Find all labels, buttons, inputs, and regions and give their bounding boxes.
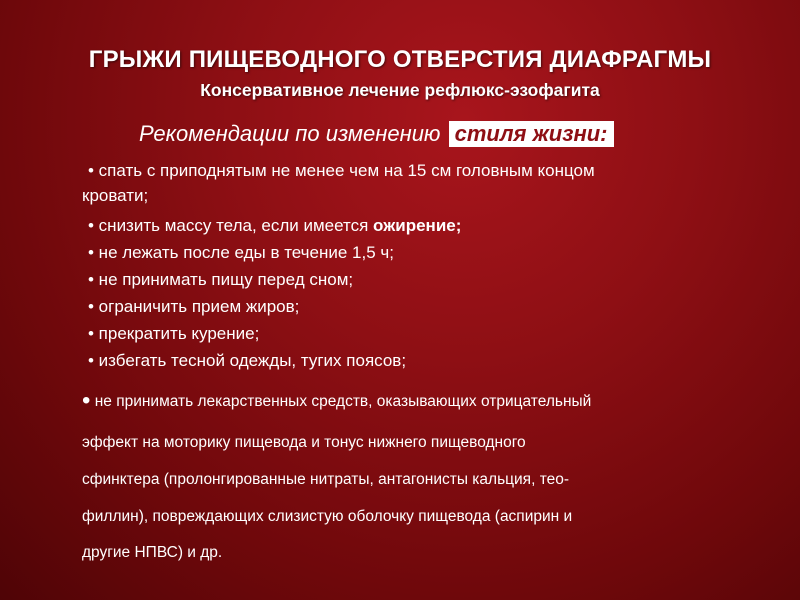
- list-item-drugs-line2: эффект на моторику пищевода и тонус нижнего пищеводного: [82, 434, 526, 451]
- list-item-drugs-line1: [82, 387, 592, 414]
- list-item-drugs-line1-text: не принимать лекарственных средств, оказывающих отрицательный: [90, 393, 592, 410]
- slide-title: ГРЫЖИ ПИЩЕВОДНОГО ОТВЕРСТИЯ ДИАФРАГМЫ: [88, 46, 712, 73]
- list-item-sleep-line1: • спать с приподнятым не менее чем на 15 см головным концом: [88, 161, 595, 180]
- slide-subtitle: Консервативное лечение рефлюкс-эзофагита: [200, 80, 600, 100]
- list-item-drugs-line4: филлин), повреждающих слизистую оболочку пищевода (аспирин и: [82, 508, 573, 525]
- list-item-before-sleep: • не принимать пищу перед сном;: [88, 270, 354, 289]
- list-item-drugs-line3: сфинктера (пролонгированные нитраты, антагонисты кальция, тео-: [82, 471, 570, 488]
- list-item-weight: [88, 216, 461, 236]
- list-item-drugs-bullet: •: [82, 387, 91, 414]
- list-item-clothing: • избегать тесной одежды, тугих поясов;: [88, 351, 407, 370]
- list-item-sleep-line2: кровати;: [82, 186, 149, 205]
- list-item-fats: • ограничить прием жиров;: [88, 297, 300, 316]
- list-item-smoking: • прекратить курение;: [88, 324, 260, 343]
- list-item-after-meal: • не лежать после еды в течение 1,5 ч;: [88, 243, 394, 262]
- section-heading-highlight: стиля жизни:: [449, 121, 614, 147]
- list-item-drugs-line5: другие НПВС) и др.: [82, 544, 223, 561]
- list-item-weight-text: • снизить массу тела, если имеется: [88, 216, 374, 235]
- section-heading-text: Рекомендации по изменению: [139, 121, 447, 146]
- list-item-weight-bold: ожирение;: [373, 216, 462, 235]
